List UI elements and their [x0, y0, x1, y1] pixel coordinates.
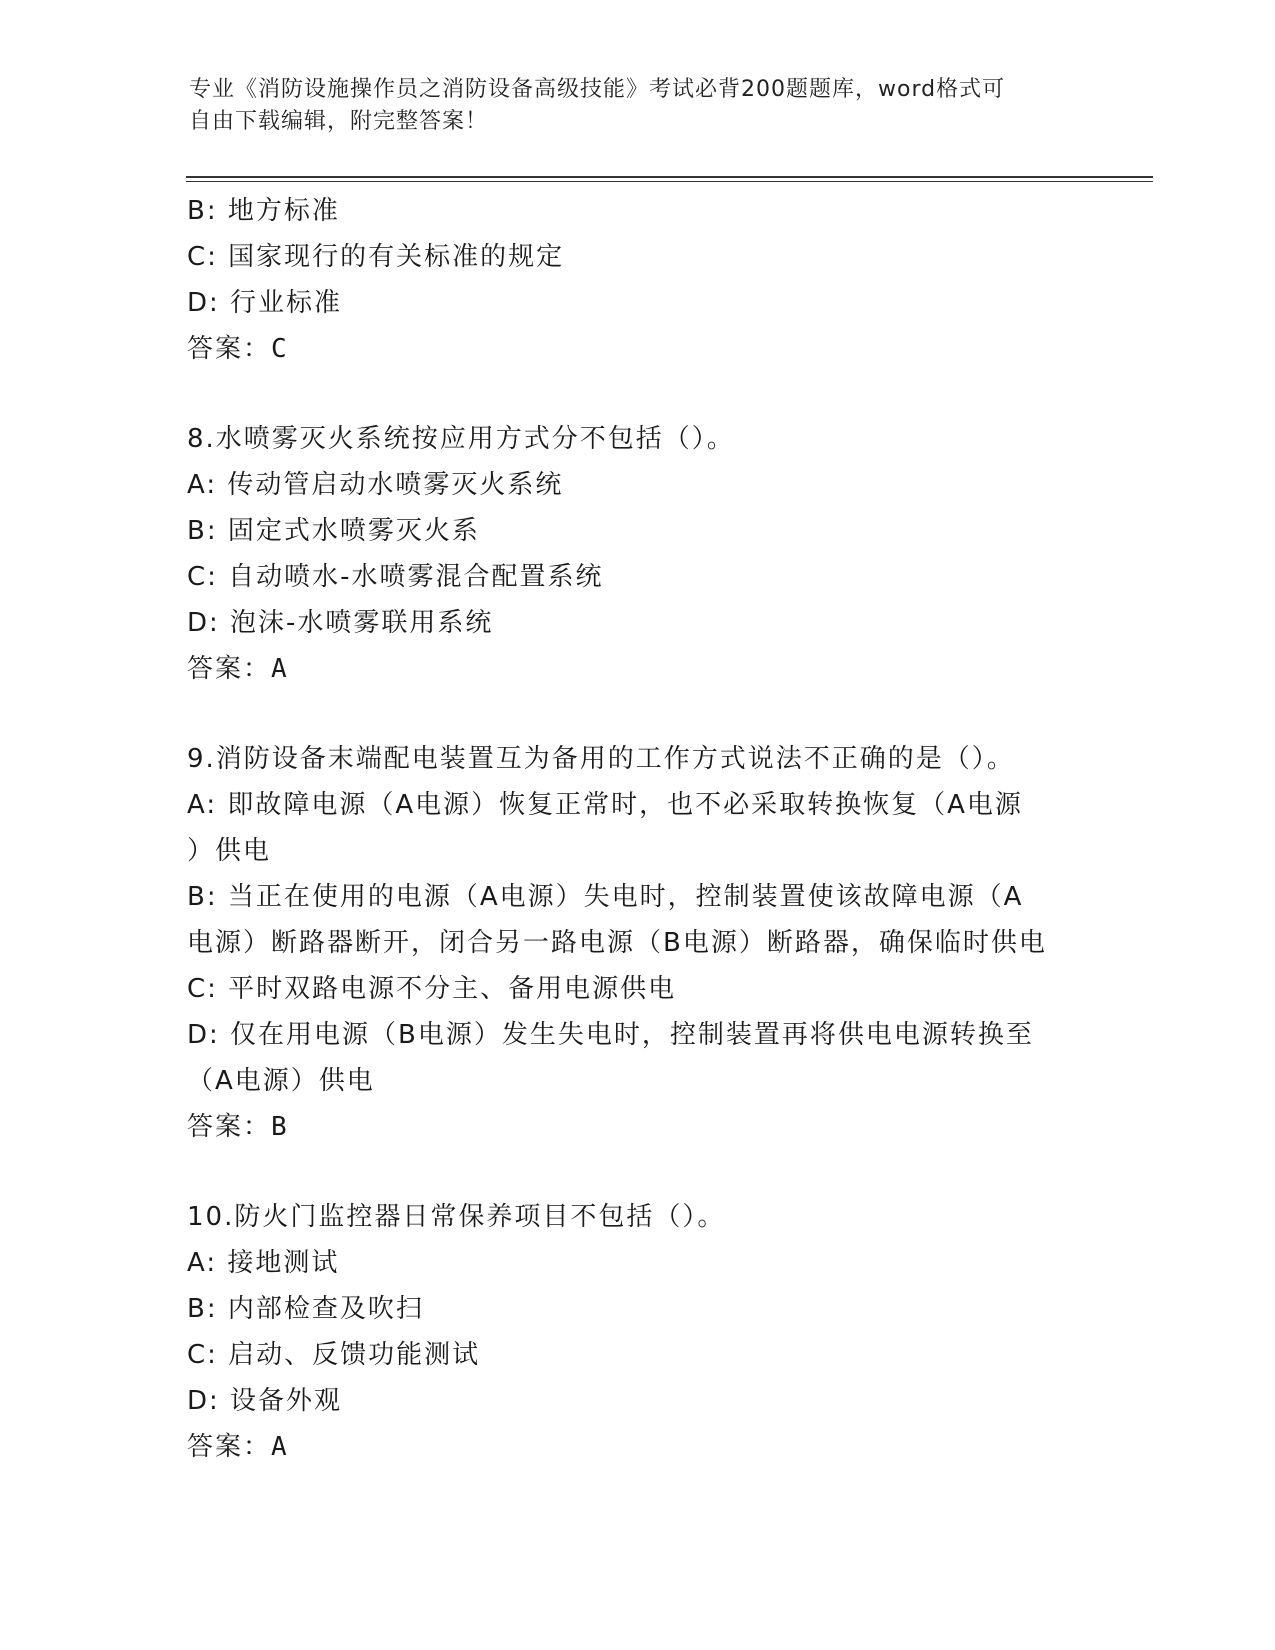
question-9-option-c: C: 平时双路电源不分主、备用电源供电 — [187, 974, 677, 1004]
spacer — [187, 372, 1087, 416]
header-divider-thin — [186, 181, 1153, 182]
question-9-option-b-line2: 电源）断路器断开，闭合另一路电源（B电源）断路器，确保临时供电 — [187, 928, 1047, 958]
question-7-option-c: C: 国家现行的有关标准的规定 — [187, 242, 565, 272]
question-9-option-a-line2: ）供电 — [187, 836, 272, 866]
question-10-text: 10.防火门监控器日常保养项目不包括（）。 — [187, 1202, 726, 1232]
question-8-text: 8.水喷雾灭火系统按应用方式分不包括（）。 — [187, 424, 735, 454]
question-10-option-c: C: 启动、反馈功能测试 — [187, 1340, 481, 1370]
question-list — [187, 188, 1087, 1470]
header-divider-thick — [186, 176, 1153, 178]
question-9-option-d-line2: （A电源）供电 — [187, 1066, 375, 1096]
question-10-option-a: A: 接地测试 — [187, 1248, 340, 1278]
question-9-option-a-line1: A: 即故障电源（A电源）恢复正常时，也不必采取转换恢复（A电源 — [187, 790, 1023, 820]
question-10-block — [187, 1194, 1087, 1470]
question-7-option-b: B: 地方标准 — [187, 196, 340, 226]
question-8-option-a: A: 传动管启动水喷雾灭火系统 — [187, 470, 564, 500]
question-8-option-b: B: 固定式水喷雾灭火系 — [187, 516, 480, 546]
header-title-line2: 自由下载编辑，附完整答案！ — [189, 109, 489, 134]
question-7-answer: 答案：C — [187, 334, 289, 364]
question-9-text: 9.消防设备末端配电装置互为备用的工作方式说法不正确的是（）。 — [187, 744, 1015, 774]
question-7-block — [187, 188, 1087, 372]
question-9-option-d-line1: D: 仅在用电源（B电源）发生失电时，控制装置再将供电电源转换至 — [187, 1020, 1034, 1050]
question-9-block — [187, 736, 1087, 1150]
question-10-answer: 答案：A — [187, 1432, 289, 1462]
question-10-option-b: B: 内部检查及吹扫 — [187, 1294, 424, 1324]
question-8-option-c: C: 自动喷水-水喷雾混合配置系统 — [187, 562, 604, 592]
question-8-option-d: D: 泡沫-水喷雾联用系统 — [187, 608, 494, 638]
question-10-option-d: D: 设备外观 — [187, 1386, 343, 1416]
header-title-line1: 专业《消防设施操作员之消防设备高级技能》考试必背200题题库，word格式可 — [189, 77, 1006, 102]
document-header — [189, 74, 1069, 138]
spacer — [187, 692, 1087, 736]
question-9-answer: 答案：B — [187, 1112, 289, 1142]
question-9-option-b-line1: B: 当正在使用的电源（A电源）失电时，控制装置使该故障电源（A — [187, 882, 1024, 912]
question-7-option-d: D: 行业标准 — [187, 288, 343, 318]
spacer — [187, 1150, 1087, 1194]
question-8-block — [187, 416, 1087, 692]
question-8-answer: 答案：A — [187, 654, 289, 684]
